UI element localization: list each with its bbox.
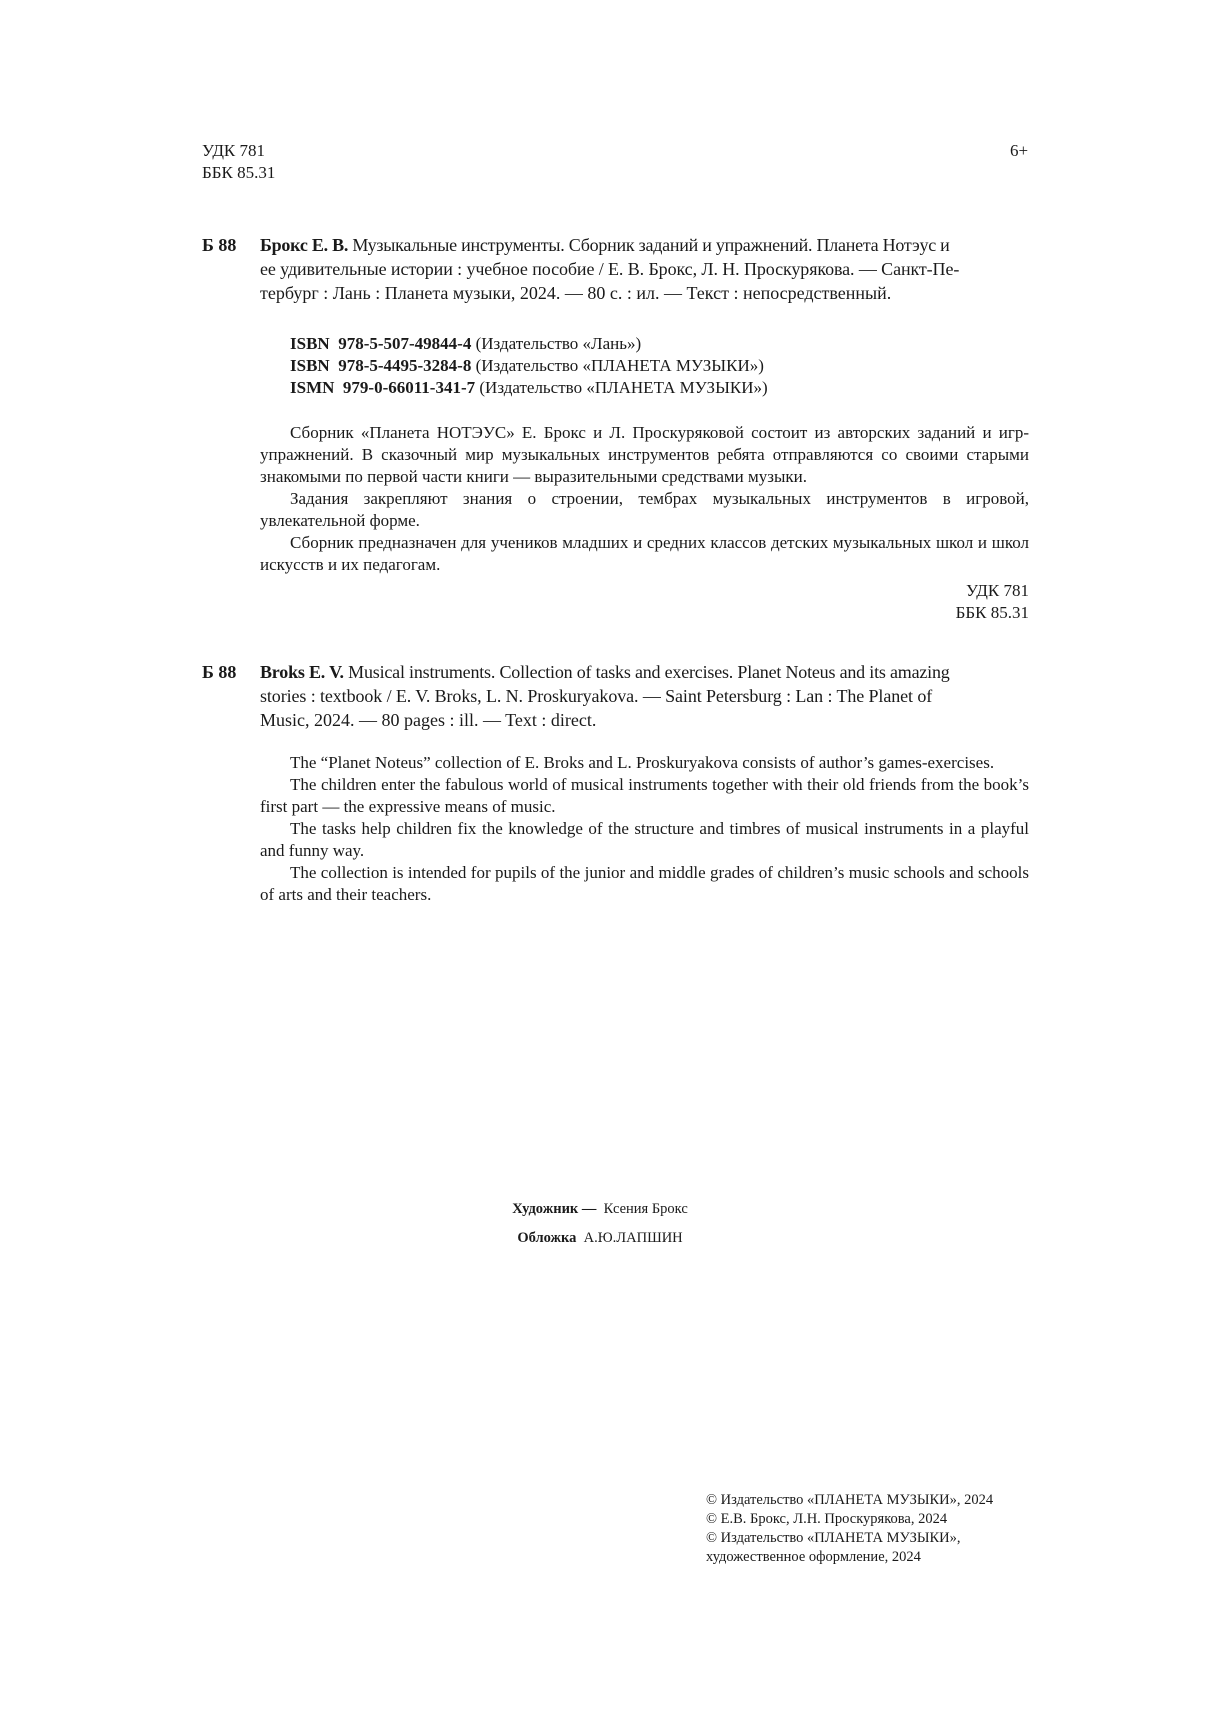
ismn-row [290, 377, 768, 399]
ru-author-code: Б 88 [202, 235, 237, 255]
ru-title-line-3: тербург : Лань : Планета музыки, 2024. — 80 с. : ил. — Текст : непосредственный. [260, 283, 892, 303]
copyright-line: © Издательство «ПЛАНЕТА МУЗЫКИ», 2024 [706, 1492, 994, 1508]
en-title-line-1: Musical instruments. Collection of tasks and exercises. Planet Noteus and its amazing [348, 662, 950, 682]
ru-annotation-paragraph: Сборник предназначен для учеников младших и средних классов детских музыкальных школ и школ искусств и их педагогам. [260, 533, 1029, 574]
isbn-number: 978-5-507-49844-4 [338, 334, 472, 353]
copyright-line: © Е.В. Брокс, Л.Н. Проскурякова, 2024 [706, 1511, 948, 1527]
isbn-label: ISBN [290, 334, 330, 353]
credit-artist [400, 1200, 800, 1219]
en-title-line-3: Music, 2024. — 80 pages : ill. — Text : direct. [260, 710, 597, 730]
ismn-number: 979-0-66011-341-7 [342, 378, 476, 397]
header-udk: УДК 781 [202, 141, 266, 160]
en-bibliographic-description [260, 660, 1029, 732]
isbn-publisher: (Издательство «Лань») [475, 334, 642, 353]
header-bbk: ББК 85.31 [202, 163, 276, 182]
credit-artist-name: Ксения Брокс [603, 1201, 688, 1217]
en-annotation-paragraph: The children enter the fabulous world of musical instruments together with their old friends from the book’s first part — the expressive means of music. [260, 775, 1029, 816]
isbn-row [290, 333, 768, 355]
ru-classification [860, 580, 1029, 624]
copyright-line: © Издательство «ПЛАНЕТА МУЗЫКИ», [706, 1530, 961, 1546]
en-author: Broks E. V. [260, 662, 344, 682]
en-annotation-paragraph: The collection is intended for pupils of the junior and middle grades of children’s music schools and schools of arts and their teachers. [260, 863, 1029, 904]
en-title-line-2: stories : textbook / E. V. Broks, L. N. Proskuryakova. — Saint Petersburg : Lan : The Planet of [260, 686, 933, 706]
en-annotation-paragraph: The tasks help children fix the knowledge of the structure and timbres of musical instruments in a playful and funny way. [260, 819, 1029, 860]
credit-cover-label: Обложка [517, 1230, 577, 1246]
ru-annotation-paragraph: Задания закрепляют знания о строении, тембрах музыкальных инструментов в игровой, увлекательной форме. [260, 489, 1029, 530]
ru-udk: УДК 781 [965, 581, 1029, 600]
credit-cover [400, 1229, 800, 1248]
isbn-row [290, 355, 768, 377]
ru-bibliographic-description [260, 233, 1029, 305]
age-rating: 6+ [1010, 141, 1029, 160]
isbn-label: ISBN [290, 356, 330, 375]
isbn-block [290, 333, 768, 399]
credit-cover-name: А.Ю.ЛАПШИН [583, 1230, 683, 1246]
ru-annotation-paragraph: Сборник «Планета НОТЭУС» Е. Брокс и Л. Проскуряковой состоит из авторских заданий и игр-упражнений. В сказочный мир музыкальных инструментов ребята отправляются со своими старыми знакомыми по первой части книги — выразительными средствами музыки. [260, 423, 1029, 486]
ismn-publisher: (Издательство «ПЛАНЕТА МУЗЫКИ») [479, 378, 768, 397]
ru-author: Брокс Е. В. [260, 235, 349, 255]
credit-artist-label: Художник — [512, 1201, 597, 1217]
ru-title-line-1: Музыкальные инструменты. Сборник заданий и упражнений. Планета Нотэус и [352, 235, 950, 255]
en-annotation [260, 752, 1029, 906]
ismn-label: ISMN [290, 378, 335, 397]
copyright-block [706, 1491, 993, 1567]
isbn-publisher: (Издательство «ПЛАНЕТА МУЗЫКИ») [475, 356, 764, 375]
isbn-number: 978-5-4495-3284-8 [338, 356, 472, 375]
copyright-line: художественное оформление, 2024 [706, 1549, 921, 1565]
header-classification [202, 140, 275, 184]
en-annotation-paragraph: The “Planet Noteus” collection of E. Broks and L. Proskuryakova consists of author’s games-exercises. [290, 753, 995, 772]
ru-bbk: ББК 85.31 [955, 603, 1029, 622]
ru-annotation [260, 422, 1029, 576]
en-author-code: Б 88 [202, 662, 237, 682]
ru-title-line-2: ее удивительные истории : учебное пособие / Е. В. Брокс, Л. Н. Проскурякова. — Санкт-Пе- [260, 259, 960, 279]
